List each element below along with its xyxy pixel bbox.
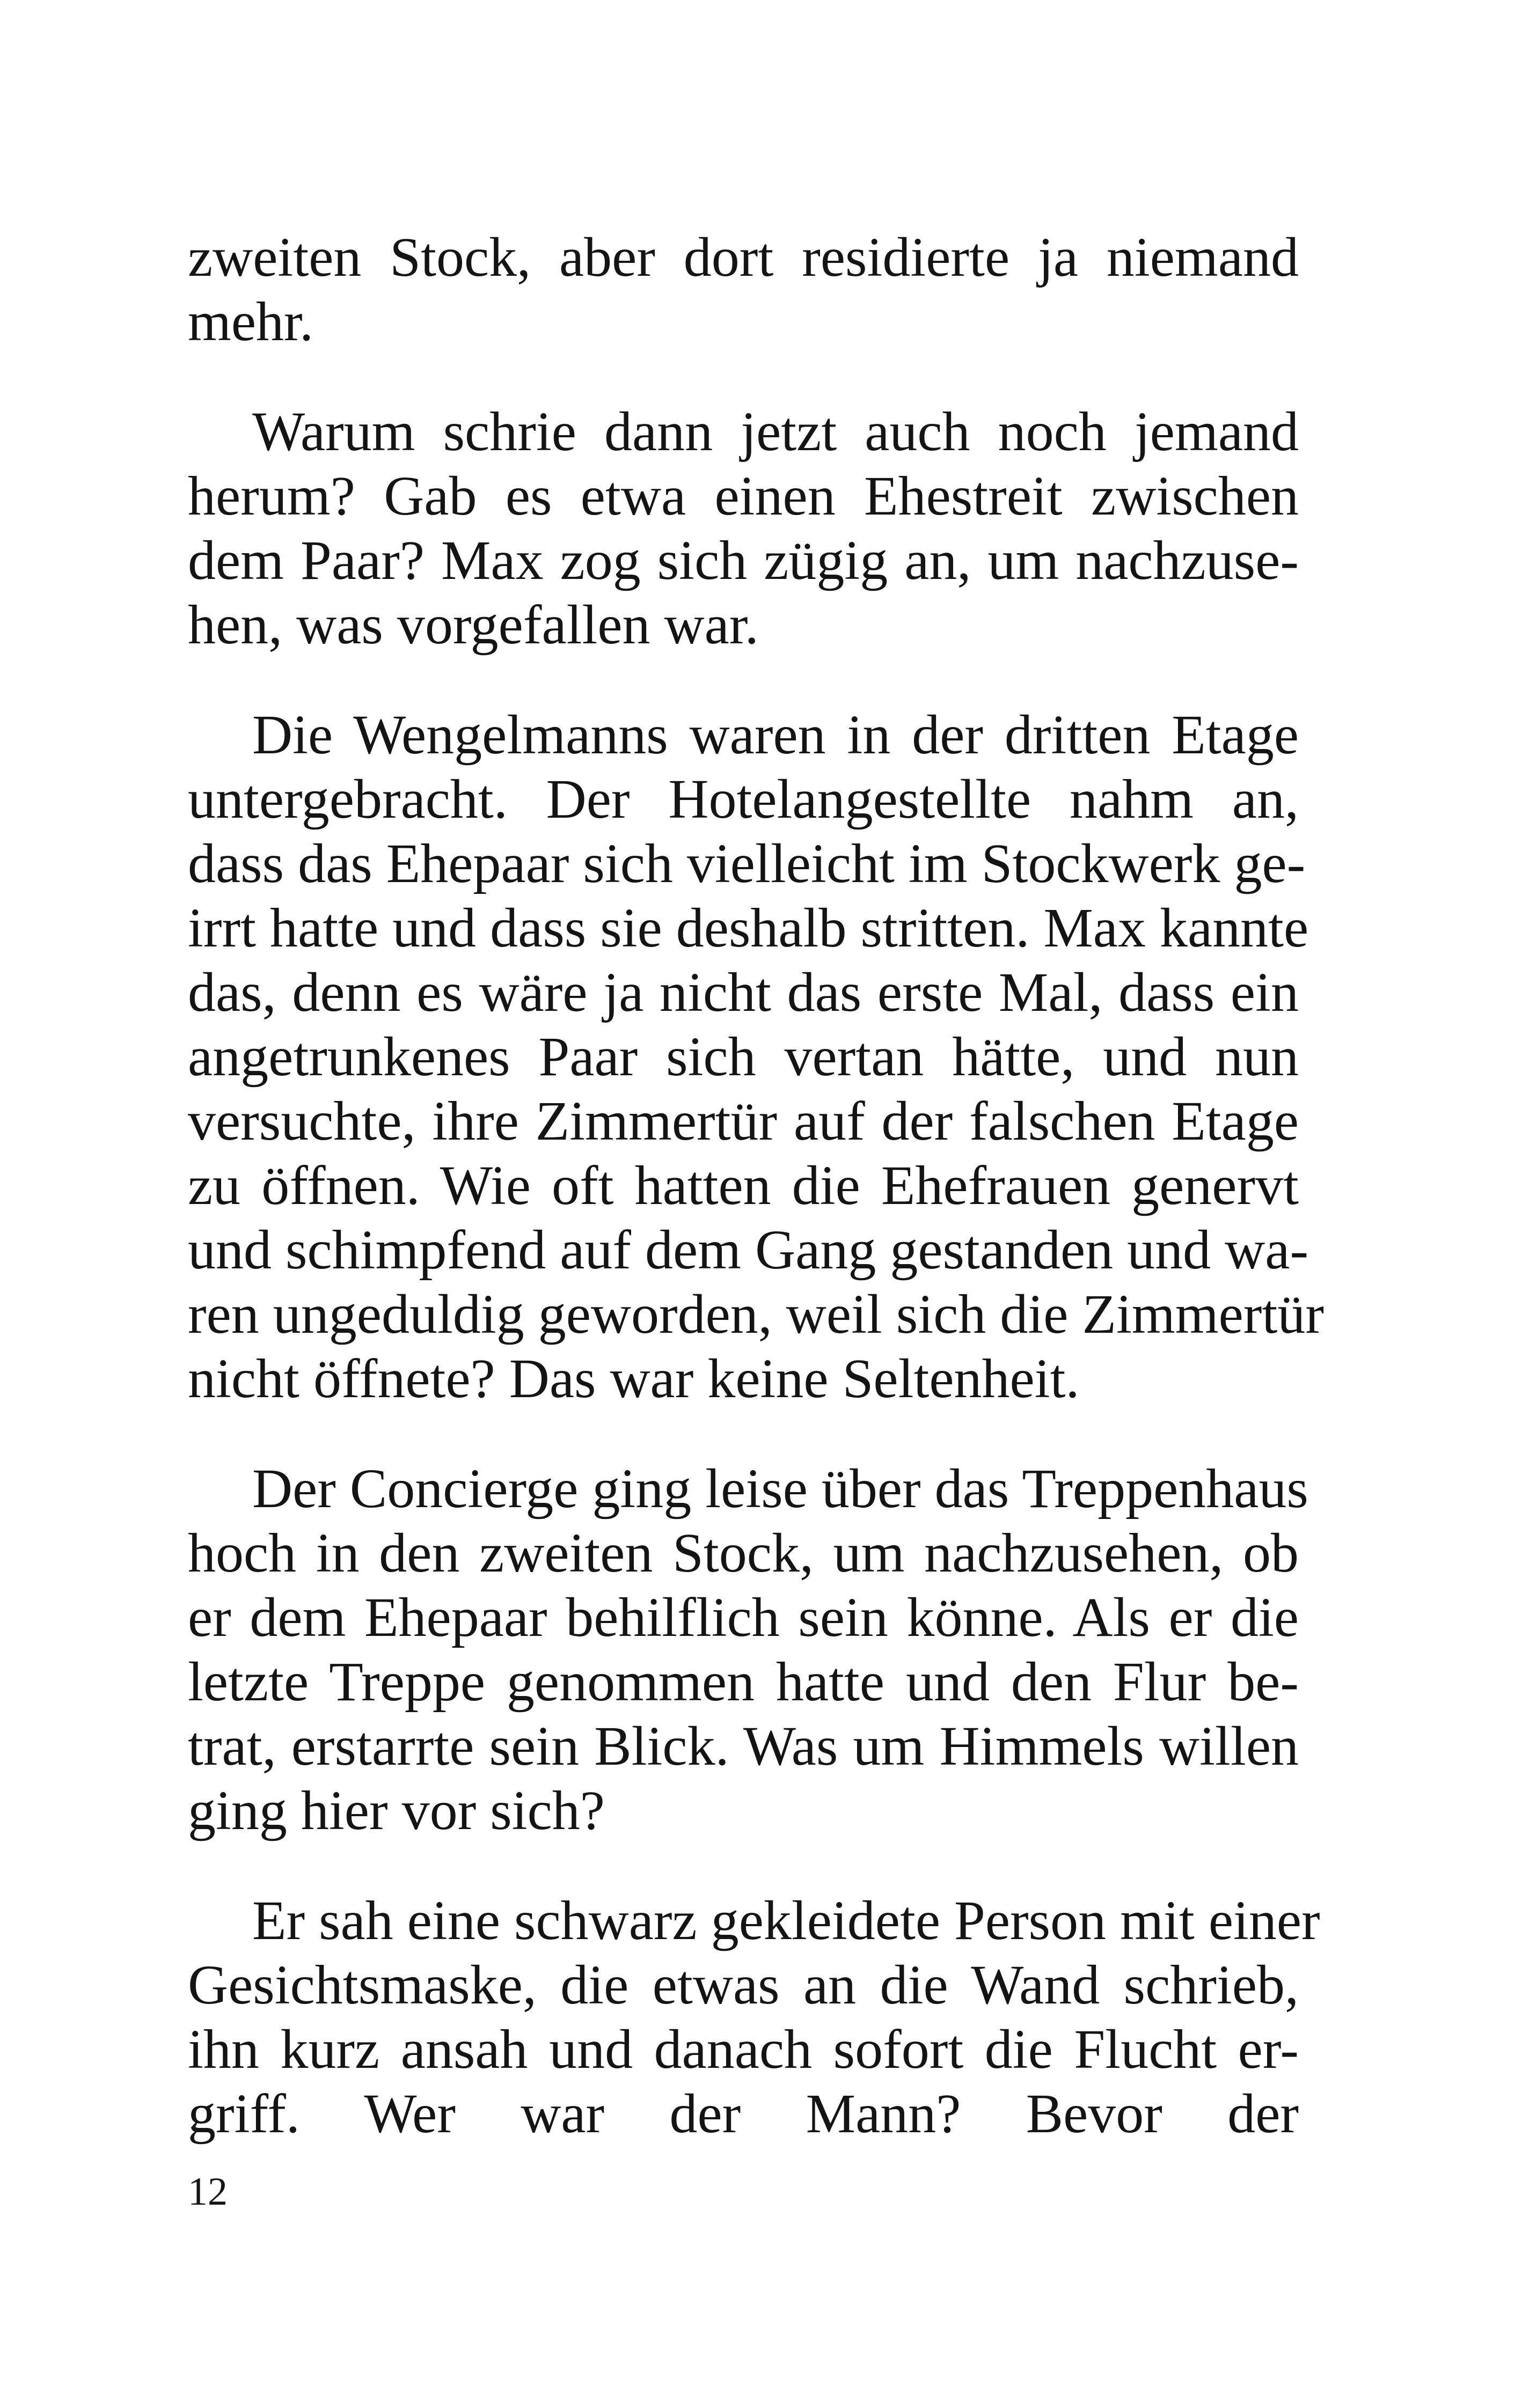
body-text [188, 225, 1324, 2146]
text-line: Die Wengelmanns waren in der dritten Etage [252, 704, 1299, 766]
text-line: er dem Ehepaar behilflich sein könne. Als er die [188, 1587, 1299, 1648]
text-line: zweiten Stock, aber dort residierte ja niemand [188, 226, 1299, 288]
text-line: ren ungeduldig geworden, weil sich die Zimmertür [188, 1283, 1324, 1345]
text-line: herum? Gab es etwa einen Ehestreit zwischen [188, 465, 1299, 527]
text-line: Gesichtsmaske, die etwas an die Wand schrieb, [188, 1954, 1299, 2016]
text-line: irrt hatte und dass sie deshalb stritten. Max kannte [188, 897, 1309, 959]
text-line: hoch in den zweiten Stock, um nachzusehen, ob [188, 1522, 1299, 1584]
text-line: hen, was vorgefallen war. [188, 594, 759, 656]
text-line: Er sah eine schwarz gekleidete Person mit einer [252, 1890, 1320, 1951]
text-line: ging hier vor sich? [188, 1780, 605, 1841]
text-line: Der Concierge ging leise über das Treppenhaus [252, 1458, 1308, 1519]
text-line: letzte Treppe genommen hatte und den Flur be- [188, 1651, 1299, 1713]
text-line: angetrunkenes Paar sich vertan hätte, und nun [188, 1026, 1299, 1088]
paragraph-5 [188, 1889, 1320, 2146]
text-line: versuchte, ihre Zimmertür auf der falschen Etage [188, 1090, 1299, 1152]
text-line: Warum schrie dann jetzt auch noch jemand [252, 401, 1299, 462]
text-line: nicht öffnete? Das war keine Seltenheit. [188, 1348, 1080, 1409]
text-line: zu öffnen. Wie oft hatten die Ehefrauen genervt [188, 1155, 1299, 1216]
text-line: dem Paar? Max zog sich zügig an, um nachzuse- [188, 530, 1299, 591]
text-line: mehr. [188, 291, 313, 353]
text-line: trat, erstarrte sein Blick. Was um Himmels willen [188, 1715, 1299, 1777]
text-line: und schimpfend auf dem Gang gestanden und wa- [188, 1219, 1309, 1281]
text-line: ihn kurz ansah und danach sofort die Flucht er- [188, 2018, 1299, 2080]
text-line: untergebracht. Der Hotelangestellte nahm an, [188, 768, 1299, 830]
paragraph-1 [188, 225, 1299, 354]
paragraph-2 [188, 400, 1299, 657]
text-line: das, denn es wäre ja nicht das erste Mal, dass ein [188, 961, 1299, 1023]
text-line: dass das Ehepaar sich vielleicht im Stockwerk ge- [188, 833, 1306, 894]
text-line: griff. Wer war der Mann? Bevor der [188, 2083, 1299, 2145]
paragraph-3 [188, 703, 1324, 1411]
page-number: 12 [188, 2170, 228, 2214]
paragraph-4 [188, 1457, 1308, 1843]
